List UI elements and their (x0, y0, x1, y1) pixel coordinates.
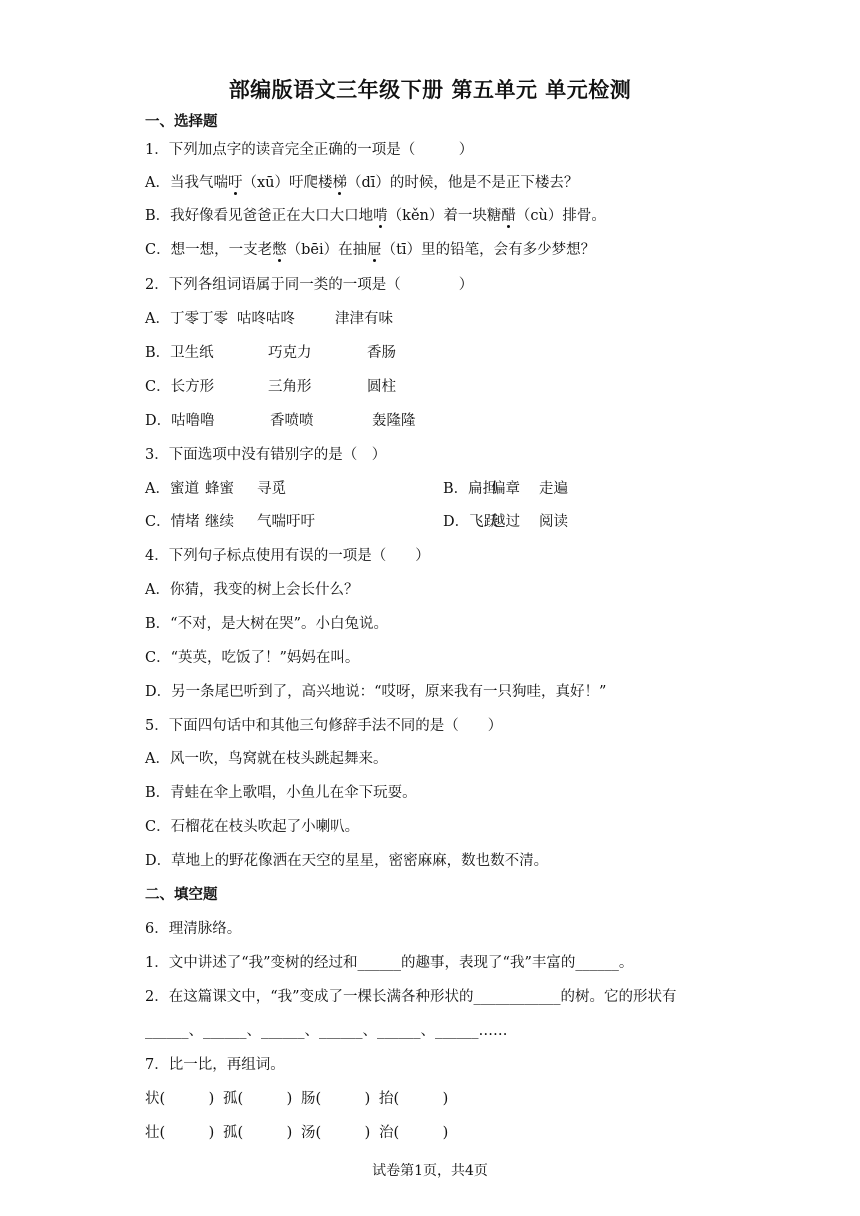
question-2-option-b (145, 343, 396, 363)
word-blank: 状( ) (145, 1091, 215, 1107)
question-2-stem: 2．下列各组词语属于同一类的一项是（ ） (145, 277, 474, 293)
word: 津津有味 (335, 311, 393, 327)
word: A．丁零丁零 (145, 311, 228, 327)
question-2-option-d (145, 411, 416, 431)
question-3-stem: 3．下面选项中没有错别字的是（ ） (145, 447, 387, 463)
word: A．蜜道 (145, 481, 199, 497)
dotted-char: 梯 (332, 175, 348, 191)
word: 越过 (491, 514, 520, 530)
question-1-option-a (145, 173, 578, 193)
word: 轰隆隆 (372, 413, 416, 429)
word-blank: 肠( ) (301, 1091, 371, 1107)
word-blank: 孤( ) (223, 1091, 293, 1107)
word: 蜂蜜 (205, 481, 234, 497)
word: 寻觅 (257, 481, 286, 497)
question-7-row-1 (145, 1089, 448, 1109)
question-4-option-d: D．另一条尾巴听到了，高兴地说：“哎呀，原来我有一只狗哇，真好！” (145, 684, 607, 700)
dotted-char: 吁 (227, 175, 243, 191)
word: 继续 (205, 514, 234, 530)
word: 圆柱 (367, 379, 396, 395)
question-4-option-a: A．你猜，我变的树上会长什么？ (145, 582, 359, 598)
text: （kěn）着一块糖 (387, 208, 502, 224)
word: C．情堵 (145, 514, 200, 530)
text: A．当我气喘 (145, 175, 228, 191)
question-3-option-c (145, 512, 315, 532)
word: 阅读 (539, 514, 568, 530)
question-7-stem: 7．比一比，再组词。 (145, 1057, 285, 1073)
question-2-option-a (145, 309, 393, 329)
word-blank: 汤( ) (301, 1125, 371, 1141)
word: 咕咚咕咚 (237, 311, 295, 327)
question-5-option-b: B．青蛙在伞上歌唱，小鱼儿在伞下玩耍。 (145, 785, 417, 801)
word: 香肠 (367, 345, 396, 361)
page-title: 部编版语文三年级下册 第五单元 单元检测 (228, 78, 632, 102)
word: C．长方形 (145, 379, 215, 395)
text: （dī）的时候，他是不是正下楼去？ (347, 175, 579, 191)
word-blank: 孤( ) (223, 1125, 293, 1141)
word-blank: 治( ) (379, 1125, 449, 1141)
word: 偏章 (491, 481, 520, 497)
dotted-char: 醋 (501, 208, 516, 224)
word: B．卫生纸 (145, 345, 214, 361)
word: 巧克力 (268, 345, 312, 361)
word: 气喘吁吁 (257, 514, 315, 530)
section-choice-heading: 一、选择题 (145, 114, 218, 130)
word: B．扁担 (443, 481, 498, 497)
word: D．飞跃 (443, 514, 499, 530)
question-5-stem: 5．下面四句话中和其他三句修辞手法不同的是（ ） (145, 718, 503, 734)
question-6-line-3: ______、______、______、______、______、______…… (145, 1023, 508, 1039)
word: 三角形 (268, 379, 312, 395)
text: （tī）里的铅笔，会有多少梦想？ (381, 242, 596, 258)
question-4-option-c: C．“英英，吃饭了！”妈妈在叫。 (145, 650, 360, 666)
question-7-row-2 (145, 1123, 448, 1143)
word-blank: 壮( ) (145, 1125, 215, 1141)
question-1-stem: 1．下列加点字的读音完全正确的一项是（ ） (145, 142, 474, 158)
text: （xū）吁爬楼 (242, 175, 333, 191)
question-5-option-a: A．风一吹，鸟窝就在枝头跳起舞来。 (145, 751, 388, 767)
question-6-line-2: 2．在这篇课文中，“我”变成了一棵长满各种形状的____________的树。它的形状有 (145, 989, 677, 1005)
dotted-char: 啃 (373, 208, 388, 224)
question-5-option-d: D．草地上的野花像洒在天空的星星，密密麻麻，数也数不清。 (145, 853, 549, 869)
question-6-stem: 6．理清脉络。 (145, 921, 242, 937)
word: 走遍 (539, 481, 568, 497)
question-1-option-b (145, 206, 606, 226)
word-blank: 抬( ) (379, 1091, 449, 1107)
word: 香喷喷 (270, 413, 314, 429)
text: （bēi）在抽 (286, 242, 368, 258)
page-footer: 试卷第1页，共4页 (372, 1163, 488, 1179)
question-6-line-1: 1．文中讲述了“我”变树的经过和______的趣事，表现了“我”丰富的______。 (145, 955, 634, 971)
question-5-option-c: C．石榴花在枝头吹起了小喇叭。 (145, 819, 360, 835)
question-3-option-d (443, 512, 568, 532)
question-4-stem: 4．下列句子标点使用有误的一项是（ ） (145, 548, 430, 564)
question-1-option-c (145, 240, 595, 260)
section-fill-heading: 二、填空题 (145, 887, 218, 903)
question-2-option-c (145, 377, 396, 397)
dotted-char: 屉 (367, 242, 382, 258)
dotted-char: 憋 (272, 242, 287, 258)
text: B．我好像看见爸爸正在大口大口地 (145, 208, 374, 224)
question-3-option-a (145, 479, 286, 499)
text: C．想一想，一支老 (145, 242, 273, 258)
text: （cù）排骨。 (515, 208, 606, 224)
question-4-option-b: B．“不对，是大树在哭”。小白兔说。 (145, 616, 388, 632)
word: D．咕噜噜 (145, 413, 215, 429)
question-3-option-b (443, 479, 568, 499)
